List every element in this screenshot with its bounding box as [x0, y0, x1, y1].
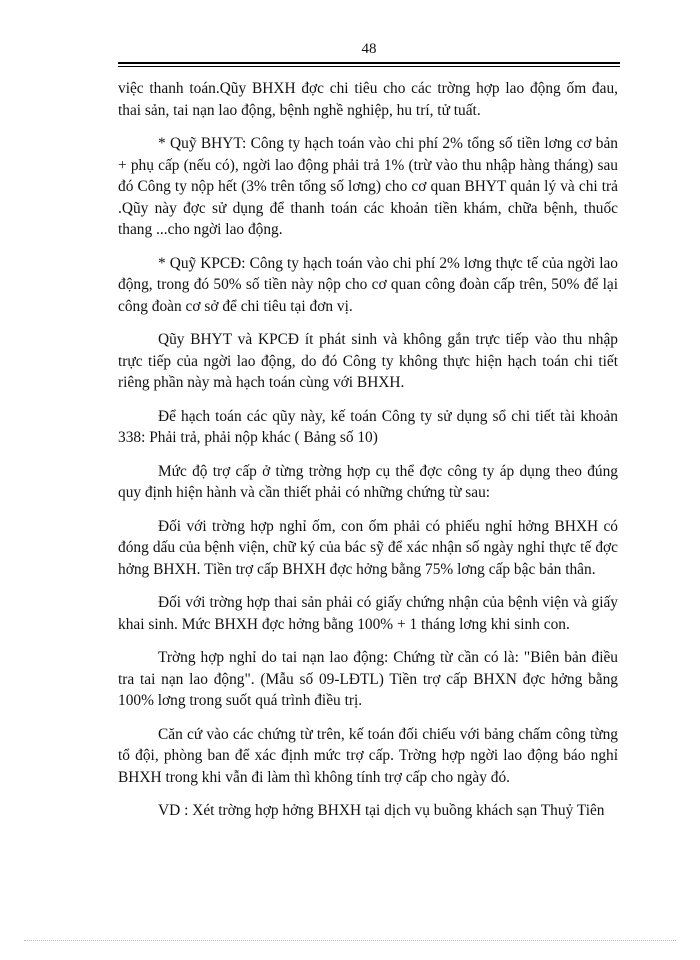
paragraph: Đối với trờng hợp thai sản phải có giấy chứng nhận của bệnh viện và giấy khai sinh. Mức BHXH đợc hởng bằng 100% + 1 tháng lơng khi sinh con. [118, 594, 618, 633]
page-bottom-divider [24, 940, 676, 941]
paragraph: Trờng hợp nghỉ do tai nạn lao động: Chứng từ cần có là: "Biên bản điều tra tai nạn lao động". (Mẫu số 09-LĐTL) Tiền trợ cấp BHXN đợc hởng bằng 100% lơng trong suốt quá trình điều trị. [118, 649, 618, 709]
header-rule-thin [118, 66, 620, 67]
paragraph: VD : Xét trờng hợp hởng BHXH tại dịch vụ buồng khách sạn Thuỷ Tiên [158, 802, 605, 819]
paragraph: * Quỹ BHYT: Công ty hạch toán vào chi phí 2% tổng số tiền lơng cơ bản + phụ cấp (nếu có), ngời lao động phải trả 1% (trừ vào thu nhập hàng tháng) sau đó Công ty nộp hết (3% trên tổng số lơng) cho cơ quan BHYT quản lý và chi trả .Qũy này đợc sử dụng để thanh toán các khoản tiền khám, chữa bệnh, thuốc thang ...cho ngời lao động. [118, 135, 618, 238]
paragraph: Căn cứ vào các chứng từ trên, kế toán đối chiếu với bảng chấm công từng tổ đội, phòng ban để xác định mức trợ cấp. Trờng hợp ngời lao động báo nghỉ BHXH trong khi vẫn đi làm thì không tính trợ cấp cho ngày đó. [118, 725, 618, 786]
document-body [118, 78, 618, 834]
page-number: 48 [361, 41, 377, 57]
paragraph: việc thanh toán.Qũy BHXH đợc chi tiêu cho các trờng hợp lao động ốm đau, thai sản, tai nạn lao động, bệnh nghề nghiệp, hu trí, tử tuất. [118, 80, 618, 119]
paragraph: * Quỹ KPCĐ: Công ty hạch toán vào chi phí 2% lơng thực tế của ngời lao động, trong đó 50% số tiền này nộp cho cơ quan công đoàn cấp trên, 50% để lại công đoàn cơ sở để chi tiêu tại đơn vị. [118, 254, 618, 315]
paragraph: Đối với trờng hợp nghỉ ốm, con ốm phải có phiếu nghỉ hởng BHXH có đóng dấu của bệnh viện, chữ ký của bác sỹ để xác nhận số ngày nghỉ thực tế đợc hởng BHXH. Tiền trợ cấp BHXH đợc hởng bằng 75% lơng cấp bậc bản thân. [118, 517, 618, 578]
header-rule-thick [118, 62, 620, 64]
paragraph: Mức độ trợ cấp ở từng trờng hợp cụ thể đợc công ty áp dụng theo đúng quy định hiện hành và cần thiết phải có những chứng từ sau: [118, 462, 618, 501]
paragraph: Qũy BHYT và KPCĐ ít phát sinh và không gắn trực tiếp vào thu nhập trực tiếp của ngời lao động, do đó Công ty không thực hiện hạch toán chi tiết riêng phần này mà hạch toán cùng với BHXH. [118, 331, 618, 391]
paragraph: Để hạch toán các qũy này, kế toán Công ty sử dụng sổ chi tiết tài khoản 338: Phải trả, phải nộp khác ( Bảng số 10) [118, 407, 618, 446]
